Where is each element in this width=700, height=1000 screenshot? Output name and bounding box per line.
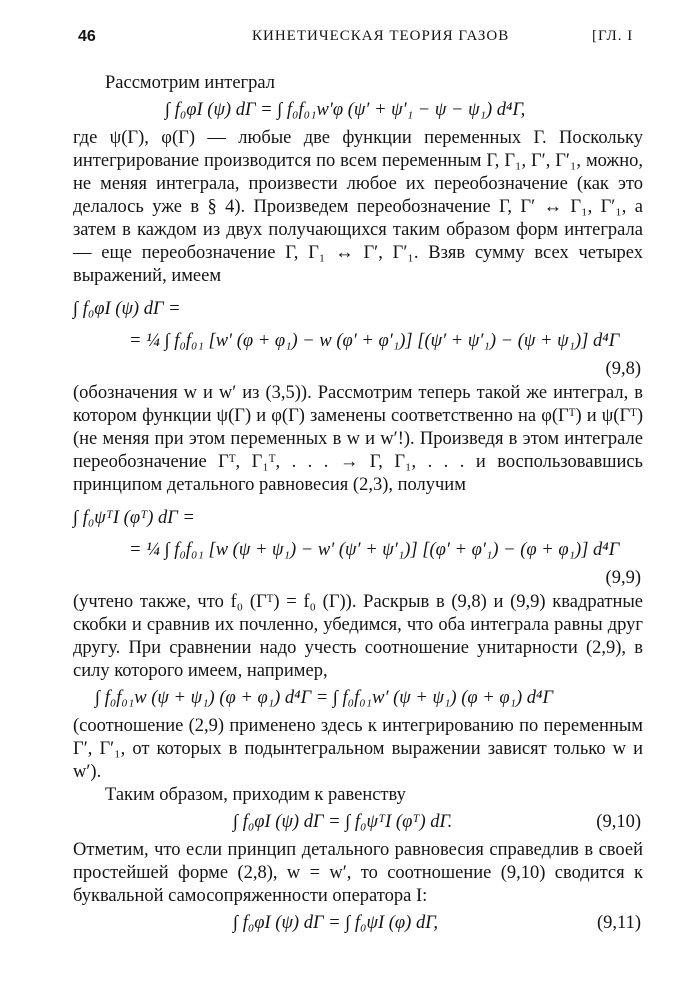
equation-text: = ¼ ∫ f₀f₀₁ [w (ψ + ψ₁) − w′ (ψ′ + ψ′₁)] [(φ′ + φ′₁) − (φ + φ₁)] d⁴Γ bbox=[129, 540, 620, 560]
equation-text: ∫ f₀f₀₁w (ψ + ψ₁) (φ + φ₁) d⁴Γ = ∫ f₀f₀₁w′ (ψ + ψ₁) (φ + φ₁) d⁴Γ bbox=[95, 688, 554, 708]
paragraph-relabeling: где ψ(Γ), φ(Γ) — любые две функции переменных Γ. Поскольку интегрирование производится по всем переменным Γ, Γ₁, Γ′, Γ′₁, можно, не меняя интеграла, произвести любое их переобозначение (как это делалось уже в § 4). Произведем переобозначение Γ, Γ′ ↔ Γ₁, Γ′₁, а затем в каждом из двух получающихся таким образом форм интеграла — еще переобозначение Γ, Γ₁ ↔ Γ′, Γ′₁. Взяв сумму всех четырех выражений, имеем bbox=[73, 128, 643, 286]
equation-text: ∫ f₀φI (ψ) dΓ = ∫ f₀f₀₁w′φ (ψ′ + ψ′₁ − ψ − ψ₁) d⁴Γ, bbox=[165, 100, 526, 120]
equation-text: ∫ f₀φI (ψ) dΓ = bbox=[73, 299, 181, 319]
chapter-label: [ГЛ. I bbox=[592, 28, 634, 44]
equation-9-11 bbox=[73, 908, 643, 940]
equation-number-row bbox=[73, 358, 643, 382]
equation-9-9-line1 bbox=[73, 503, 643, 535]
equation-number: (9,10) bbox=[596, 812, 641, 832]
paragraph-self-adjoint: Отметим, что если принцип детального равновесия справедлив в своей простейшей форме (2,8), w = w′, то соотношение (9,10) сводится к буквальной самосопряженности оператора I: bbox=[73, 840, 643, 906]
page-body bbox=[73, 72, 643, 940]
equation-unitarity bbox=[73, 683, 643, 715]
paragraph-intro: Рассмотрим интеграл bbox=[105, 73, 275, 93]
equation-text: = ¼ ∫ f₀f₀₁ [w′ (φ + φ₁) − w (φ′ + φ′₁)] [(ψ′ + ψ′₁) − (ψ + ψ₁)] d⁴Γ bbox=[129, 331, 620, 351]
equation-number: (9,9) bbox=[605, 568, 641, 588]
equation-9-8-line1 bbox=[73, 294, 643, 326]
equation-text: ∫ f₀φI (ψ) dΓ = ∫ f₀ψI (φ) dΓ, bbox=[233, 913, 438, 933]
equation-9-8-line2 bbox=[73, 326, 643, 358]
page-header bbox=[0, 28, 700, 52]
running-title: КИНЕТИЧЕСКАЯ ТЕОРИЯ ГАЗОВ bbox=[252, 28, 510, 44]
paragraph-time-reversal: (обозначения w и w′ из (3,5)). Рассмотрим теперь такой же интеграл, в котором функции ψ(Γ) и φ(Γ) заменены соответственно на φ(Γᵀ) и ψ(Γᵀ) (не меняя при этом переменных в w и w′!). Произведя в этом интеграле переобозначение Γᵀ, Γ₁ᵀ, . . . → Γ, Γ₁, . . . и воспользовавшись принципом детального равновесия (2,3), получим bbox=[73, 383, 643, 495]
paragraph-comparison: (учтено также, что f₀ (Γᵀ) = f₀ (Γ)). Раскрыв в (9,8) и (9,9) квадратные скобки и сравнив их почленно, убедимся, что оба интеграла равны друг другу. При сравнении надо учесть соотношение унитарности (2,9), в силу которого имеем, например, bbox=[73, 592, 643, 681]
equation-number-row bbox=[73, 567, 643, 591]
equation-9-10 bbox=[73, 807, 643, 839]
equation-9-9-line2 bbox=[73, 535, 643, 567]
equation-number: (9,8) bbox=[605, 359, 641, 379]
page-number: 46 bbox=[78, 28, 96, 45]
equation-integral bbox=[73, 95, 643, 127]
equation-number: (9,11) bbox=[596, 913, 641, 933]
paragraph-conclusion: Таким образом, приходим к равенству bbox=[105, 785, 406, 805]
equation-text: ∫ f₀φI (ψ) dΓ = ∫ f₀ψᵀI (φᵀ) dΓ. bbox=[233, 812, 453, 832]
equation-text: ∫ f₀ψᵀI (φᵀ) dΓ = bbox=[73, 508, 195, 528]
paragraph-unitarity-note: (соотношение (2,9) применено здесь к интегрированию по переменным Γ′, Γ′₁, от которых в подынтегральном выражении зависят только w и w′). bbox=[73, 716, 643, 782]
